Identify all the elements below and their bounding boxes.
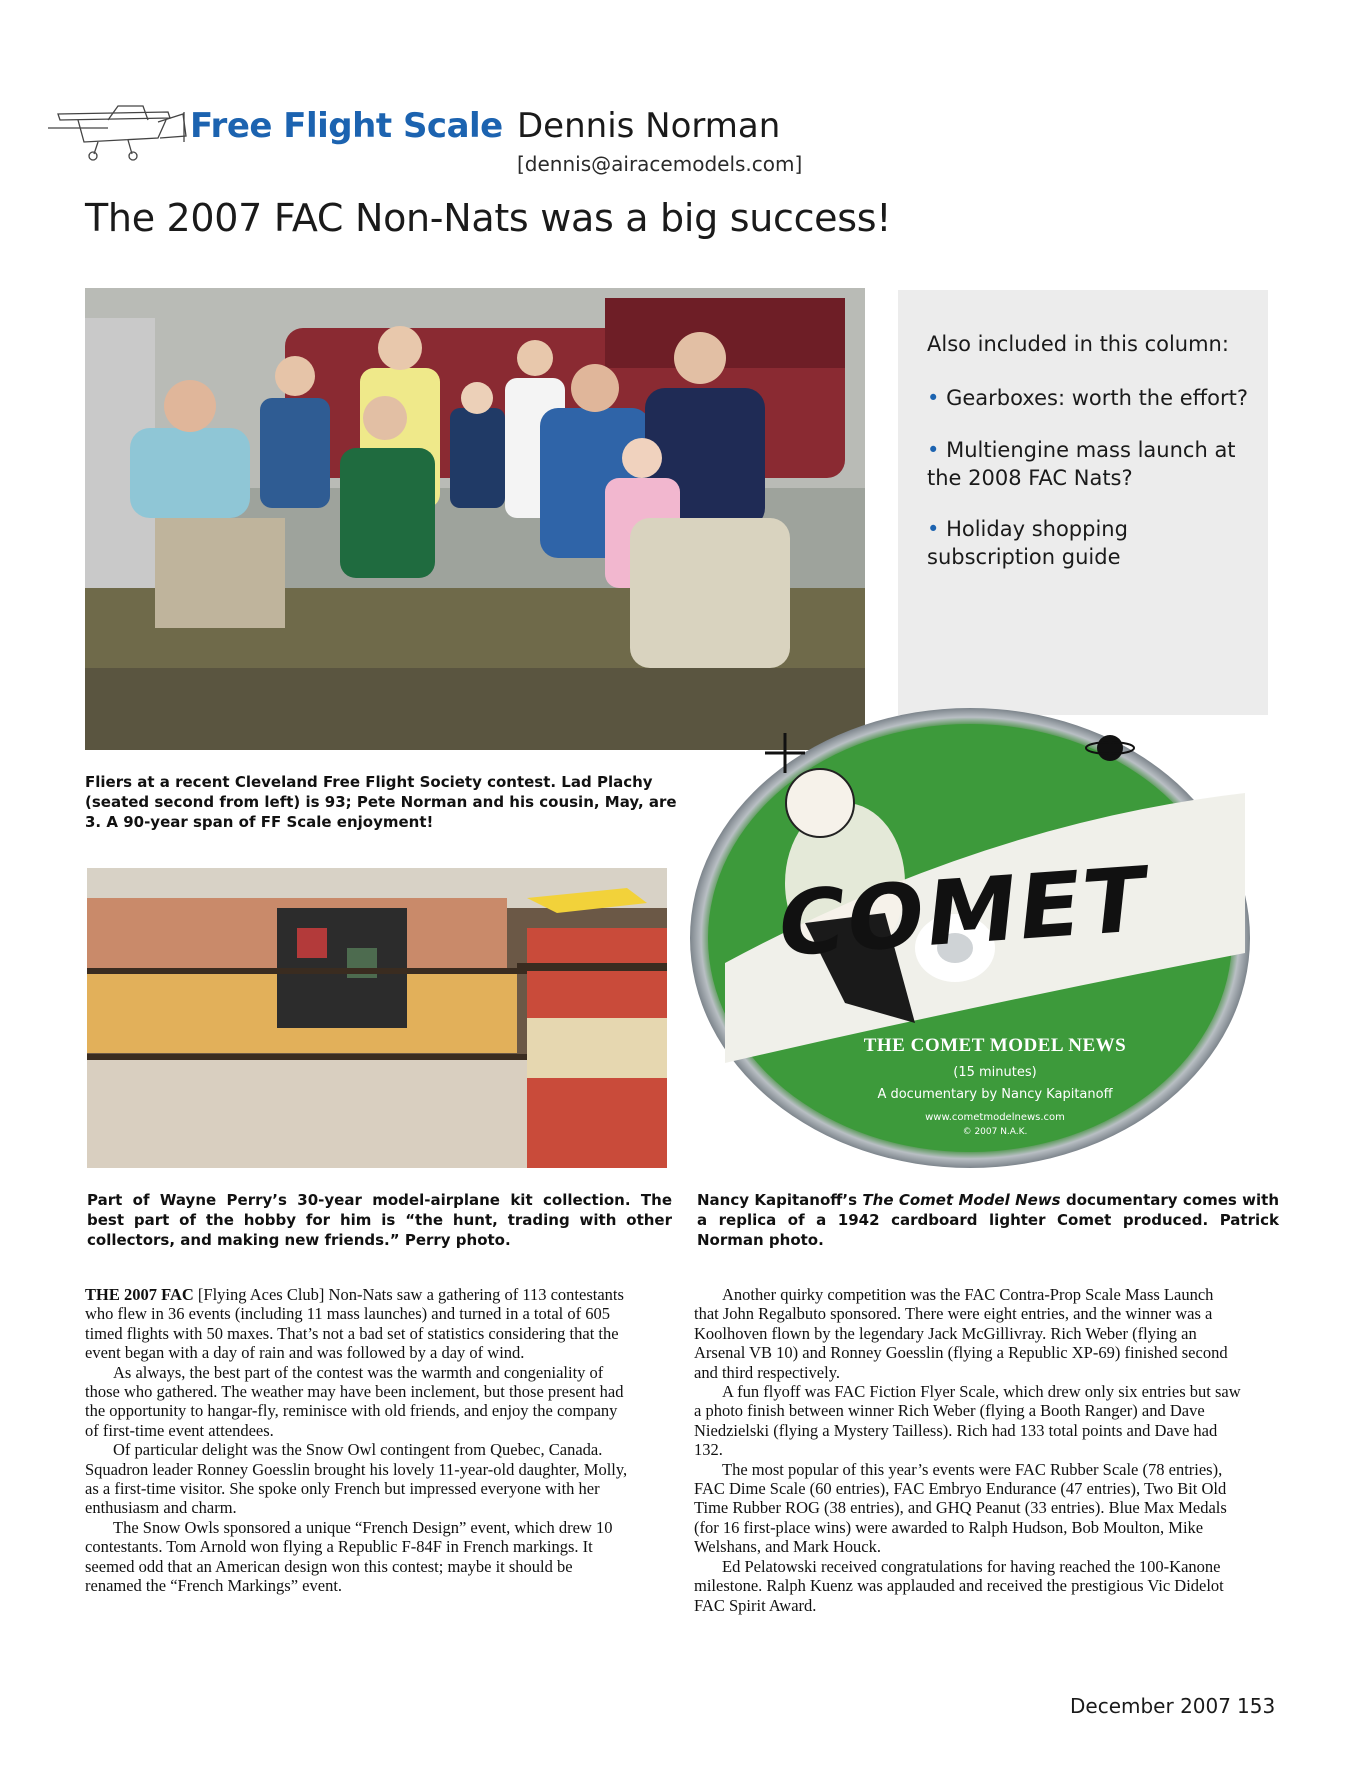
cd-brand: COMET <box>772 847 1153 978</box>
article-paragraph: The most popular of this year’s events were FAC Rubber Scale (78 entries), FAC Dime Scale (60 entries), FAC Embryo Endurance (47 entries), Two Bit Old Time Rubber ROG (38 entries), and GHQ Peanut (33 entries). Blue Max Medals (for 16 first-place wins) were awarded to Ralph Hudson, Bob Moulton, Mike Welshans, and Mark Houck. <box>694 1459 1227 1557</box>
kit-collection-photo <box>87 868 667 1168</box>
article-paragraph: Of particular delight was the Snow Owl contingent from Quebec, Canada. Squadron leader Ronney Goesslin brought his lovely 11-year-old daughter, Molly, as a first-time visitor. She spoke only French but impressed everyone with her enthusiasm and charm. <box>85 1440 628 1518</box>
sidebar-heading: Also included in this column: <box>927 332 1229 356</box>
caption-cd: Nancy Kapitanoff’s The Comet Model News documentary comes with a replica of a 1942 cardboard lighter Comet produced. Patrick Norman photo. <box>697 1191 1279 1249</box>
sidebar-item-label: Multiengine mass launch at the 2008 FAC Nats? <box>927 438 1236 490</box>
sidebar-item-gearboxes <box>927 384 1257 412</box>
author-name: Dennis Norman <box>517 106 781 146</box>
caption-kit-collection: Part of Wayne Perry’s 30-year model-airplane kit collection. The best part of the hobby for him is “the hunt, trading with other collectors, and making new friends.” Perry photo. <box>87 1191 672 1249</box>
lead-in: THE 2007 FAC <box>85 1285 194 1304</box>
cd-copyright: © 2007 N.A.K. <box>962 1127 1028 1137</box>
article-column-right <box>694 1285 1242 1615</box>
cd-duration: (15 minutes) <box>953 1065 1037 1080</box>
sidebar-item-label: Gearboxes: worth the effort? <box>946 386 1248 410</box>
article-paragraph: Another quirky competition was the FAC Contra-Prop Scale Mass Launch that John Regalbuto sponsored. There were eight entries, and the winner was a Koolhoven flown by the legendary Jack McGillivray. Rich Weber (flying an Arsenal VB 10) and Ronney Goesslin (flying a Republic XP-69) finished second and third respectively. <box>694 1285 1228 1382</box>
cd-url: www.cometmodelnews.com <box>925 1112 1065 1123</box>
article-column-left <box>85 1285 633 1596</box>
column-title: Free Flight Scale <box>190 106 503 146</box>
cd-title: THE COMET MODEL NEWS <box>863 1035 1127 1056</box>
footer-date: December 2007 <box>1070 1694 1231 1718</box>
caption-group-photo: Fliers at a recent Cleveland Free Flight Society contest. Lad Plachy (seated second from left) is 93; Pete Norman and his cousin, May, are 3. A 90-year span of FF Scale enjoyment! <box>85 773 677 831</box>
author-email: [dennis@airacemodels.com] <box>517 152 803 176</box>
cd-credit: A documentary by Nancy Kapitanoff <box>877 1087 1113 1102</box>
sidebar-item-holiday <box>927 515 1257 571</box>
page-number: 153 <box>1237 1694 1276 1718</box>
sidebar-item-multiengine <box>927 436 1257 492</box>
documentary-title: The Comet Model News <box>862 1191 1061 1209</box>
group-photo <box>85 288 865 750</box>
bullet-icon: • <box>927 386 940 410</box>
article-paragraph: THE 2007 FAC [Flying Aces Club] Non-Nats saw a gathering of 113 contestants who flew in 36 events (including 11 mass launches) and turned in a total of 605 timed flights with 50 maxes. That’s not a bad set of statistics considering that the event began with a day of rain and was followed by a day of wind. <box>85 1285 624 1363</box>
headline: The 2007 FAC Non-Nats was a big success! <box>85 196 892 240</box>
bullet-icon: • <box>927 517 940 541</box>
article-paragraph: As always, the best part of the contest was the warmth and congeniality of those who gathered. The weather may have been inclement, but those present had the opportunity to hangar-fly, reminisce with old friends, and enjoy the company of first-time event attendees. <box>85 1362 624 1440</box>
sidebar-item-label: Holiday shopping subscription guide <box>927 517 1128 569</box>
article-paragraph: Ed Pelatowski received congratulations for having reached the 100-Kanone milestone. Ralph Kuenz was applauded and received the prestigious Vic Didelot FAC Spirit Award. <box>694 1556 1224 1615</box>
article-paragraph: A fun flyoff was FAC Fiction Flyer Scale, which drew only six entries but saw a photo finish between winner Rich Weber (flying a Booth Ranger) and Dave Niedzielski (flying a Mystery Tailless). Rich had 133 total points and Dave had 132. <box>694 1382 1241 1460</box>
airplane-logo-icon <box>48 92 193 162</box>
article-paragraph: The Snow Owls sponsored a unique “French Design” event, which drew 10 contestants. Tom Arnold won flying a Republic F-84F in French markings. It seemed odd that an American design won this contest; maybe it should be renamed the “French Markings” event. <box>85 1517 613 1596</box>
bullet-icon: • <box>927 438 940 462</box>
